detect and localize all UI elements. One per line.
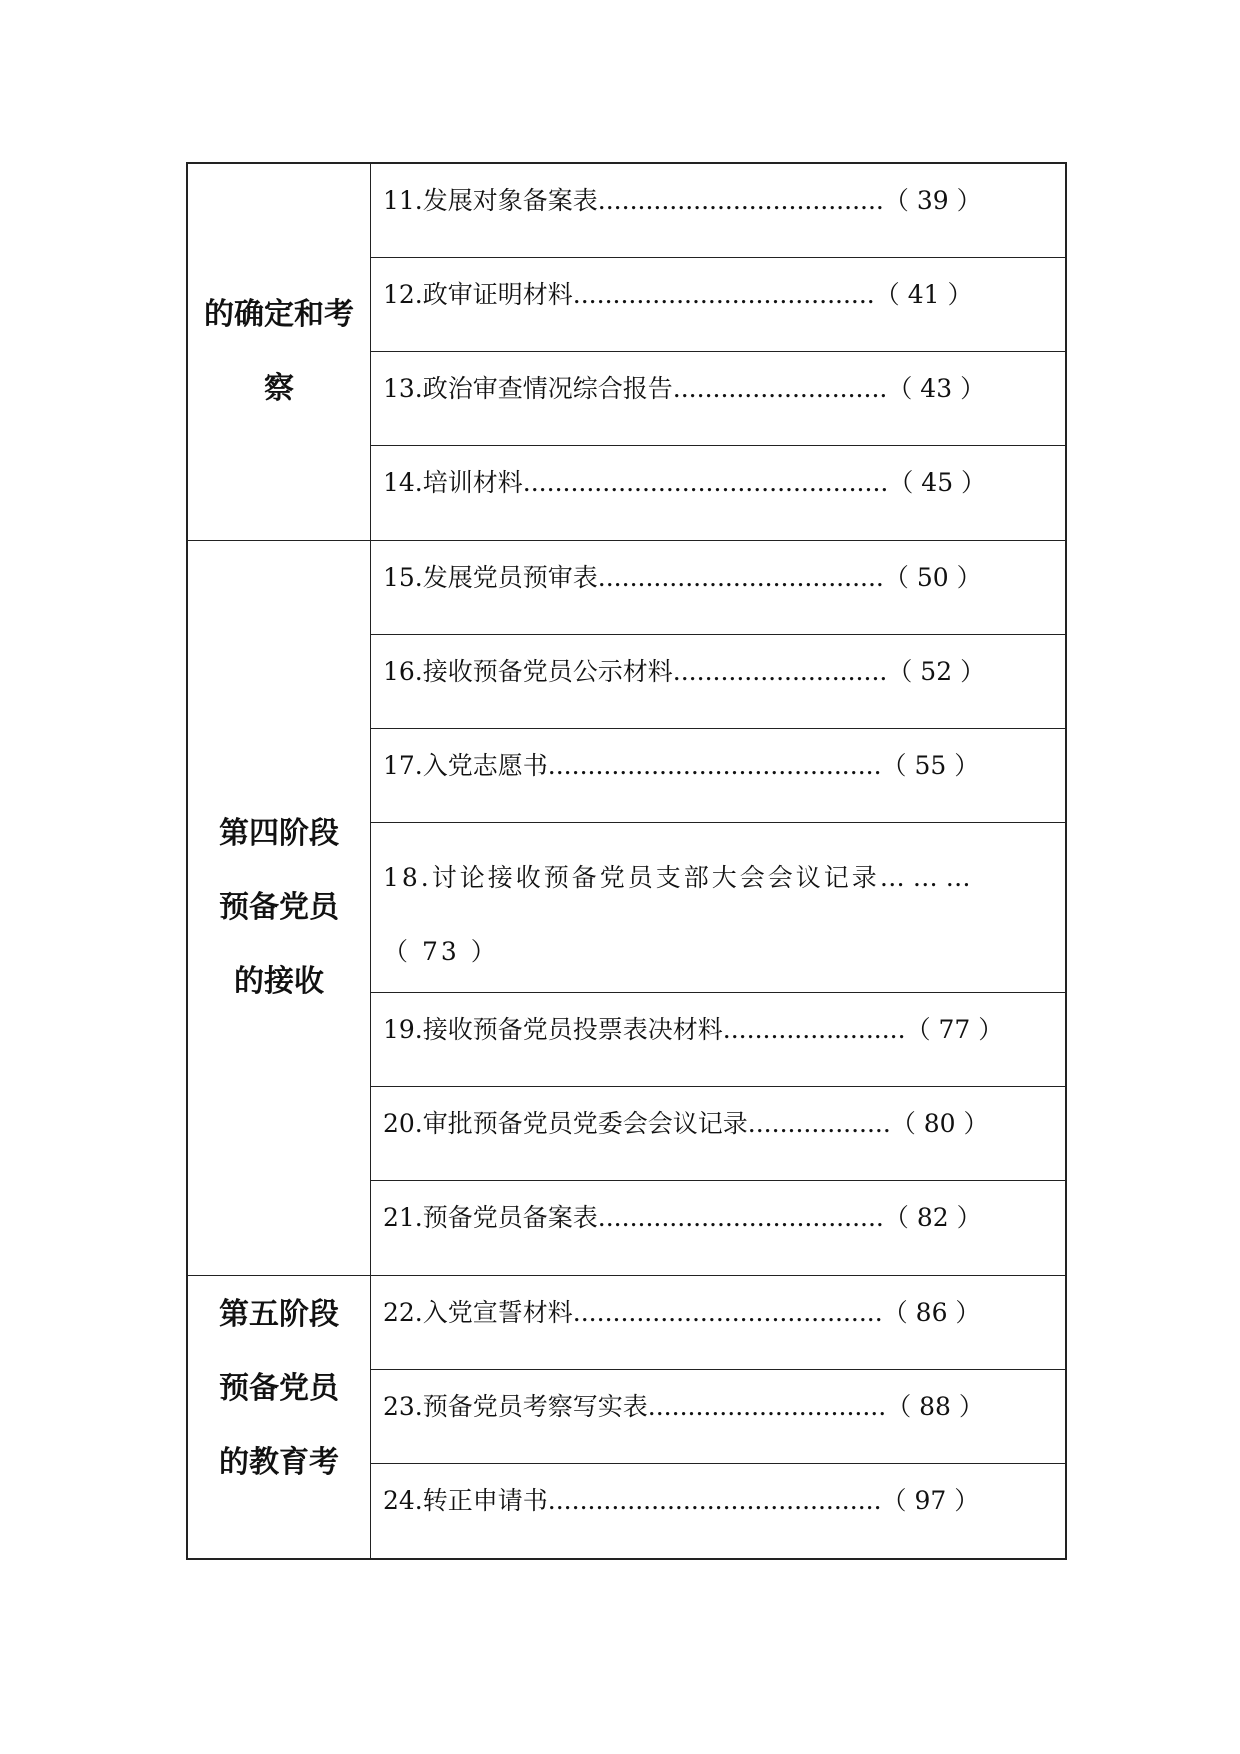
stage-line: 的接收 xyxy=(234,964,324,999)
toc-item-11[interactable] xyxy=(371,164,1065,258)
dot-leader: .............................. xyxy=(647,1392,887,1421)
dot-leader: .............................................. xyxy=(522,468,889,497)
item-number: 16. xyxy=(383,657,423,686)
page-number: （ 97 ） xyxy=(881,1486,980,1515)
item-number: 14. xyxy=(383,468,423,497)
page-number: （ 77 ） xyxy=(905,1015,1004,1044)
page-number: （ 86 ） xyxy=(882,1298,981,1327)
item-title: 培训材料 xyxy=(422,468,523,497)
item-title: 预备党员备案表 xyxy=(422,1203,598,1232)
toc-item-12[interactable] xyxy=(371,258,1065,352)
dot-leader: .................................... xyxy=(597,186,884,215)
page-number: （ 55 ） xyxy=(881,751,980,780)
item-title: 政治审查情况综合报告 xyxy=(422,374,673,403)
item-title: 入党志愿书 xyxy=(422,751,548,780)
stage-line: 的确定和考 xyxy=(204,297,354,332)
item-title: 入党宣誓材料 xyxy=(422,1298,573,1327)
dot-leader: ....................... xyxy=(722,1015,906,1044)
item-number: 23. xyxy=(383,1392,423,1421)
toc-item-13[interactable] xyxy=(371,352,1065,446)
stage-line: 预备党员 xyxy=(219,890,339,925)
dot-leader: ........................... xyxy=(672,374,888,403)
toc-item-20[interactable] xyxy=(371,1087,1065,1181)
dot-leader: .................................... xyxy=(597,563,884,592)
toc-table xyxy=(186,162,1067,1560)
toc-item-19[interactable] xyxy=(371,993,1065,1087)
page-number: （ 73 ） xyxy=(383,937,499,966)
item-title: 预备党员考察写实表 xyxy=(422,1392,648,1421)
dot-leader: .................................... xyxy=(597,1203,884,1232)
item-title: 政审证明材料 xyxy=(422,280,573,309)
item-title: 接收预备党员投票表决材料 xyxy=(422,1015,723,1044)
stage-cell xyxy=(188,541,371,1275)
item-title: 讨论接收预备党员支部大会会议记录 xyxy=(431,863,880,892)
page-number: （ 50 ） xyxy=(883,563,982,592)
item-title: 发展对象备案表 xyxy=(422,186,598,215)
items-column xyxy=(371,1276,1065,1558)
dot-leader: … … … xyxy=(879,863,971,892)
page-number: （ 43 ） xyxy=(887,374,986,403)
item-title: 发展党员预审表 xyxy=(422,563,598,592)
stage-line: 预备党员 xyxy=(219,1371,339,1406)
stage-line: 的教育考 xyxy=(219,1445,339,1480)
item-number: 15. xyxy=(383,563,423,592)
stage-line: 第四阶段 xyxy=(219,816,339,851)
item-number: 17. xyxy=(383,751,423,780)
item-number: 24. xyxy=(383,1486,423,1515)
page-number: （ 88 ） xyxy=(886,1392,984,1421)
dot-leader: .................. xyxy=(747,1109,891,1138)
items-column xyxy=(371,164,1065,540)
toc-item-22[interactable] xyxy=(371,1276,1065,1370)
items-column xyxy=(371,541,1065,1275)
page-number: （ 52 ） xyxy=(887,657,986,686)
item-number: 12. xyxy=(383,280,423,309)
dot-leader: .......................................... xyxy=(547,1486,882,1515)
stage-group-3 xyxy=(188,164,1065,541)
toc-item-15[interactable] xyxy=(371,541,1065,635)
stage-line: 察 xyxy=(264,371,294,406)
page-number: （ 41 ） xyxy=(874,280,973,309)
dot-leader: ........................... xyxy=(672,657,888,686)
item-number: 13. xyxy=(383,374,423,403)
stage-group-4 xyxy=(188,541,1065,1276)
toc-item-17[interactable] xyxy=(371,729,1065,823)
item-title: 转正申请书 xyxy=(422,1486,548,1515)
toc-item-18[interactable] xyxy=(371,823,1065,993)
page-number: （ 82 ） xyxy=(883,1203,982,1232)
toc-item-21[interactable] xyxy=(371,1181,1065,1275)
item-number: 18. xyxy=(383,863,432,892)
dot-leader: ....................................... xyxy=(572,1298,883,1327)
page-number: （ 80 ） xyxy=(890,1109,989,1138)
item-number: 19. xyxy=(383,1015,423,1044)
item-number: 11. xyxy=(383,186,423,215)
dot-leader: .......................................... xyxy=(547,751,882,780)
stage-cell xyxy=(188,164,371,540)
page-number: （ 45 ） xyxy=(888,468,987,497)
dot-leader: ...................................... xyxy=(572,280,875,309)
toc-item-14[interactable] xyxy=(371,446,1065,540)
toc-item-24[interactable] xyxy=(371,1464,1065,1558)
stage-group-5 xyxy=(188,1276,1065,1558)
item-number: 21. xyxy=(383,1203,423,1232)
stage-line: 第五阶段 xyxy=(219,1297,339,1332)
stage-cell xyxy=(188,1276,371,1558)
toc-item-16[interactable] xyxy=(371,635,1065,729)
toc-item-23[interactable] xyxy=(371,1370,1065,1464)
item-number: 20. xyxy=(383,1109,423,1138)
item-title: 接收预备党员公示材料 xyxy=(422,657,673,686)
item-number: 22. xyxy=(383,1298,423,1327)
item-title: 审批预备党员党委会会议记录 xyxy=(422,1109,748,1138)
page-number: （ 39 ） xyxy=(883,186,982,215)
